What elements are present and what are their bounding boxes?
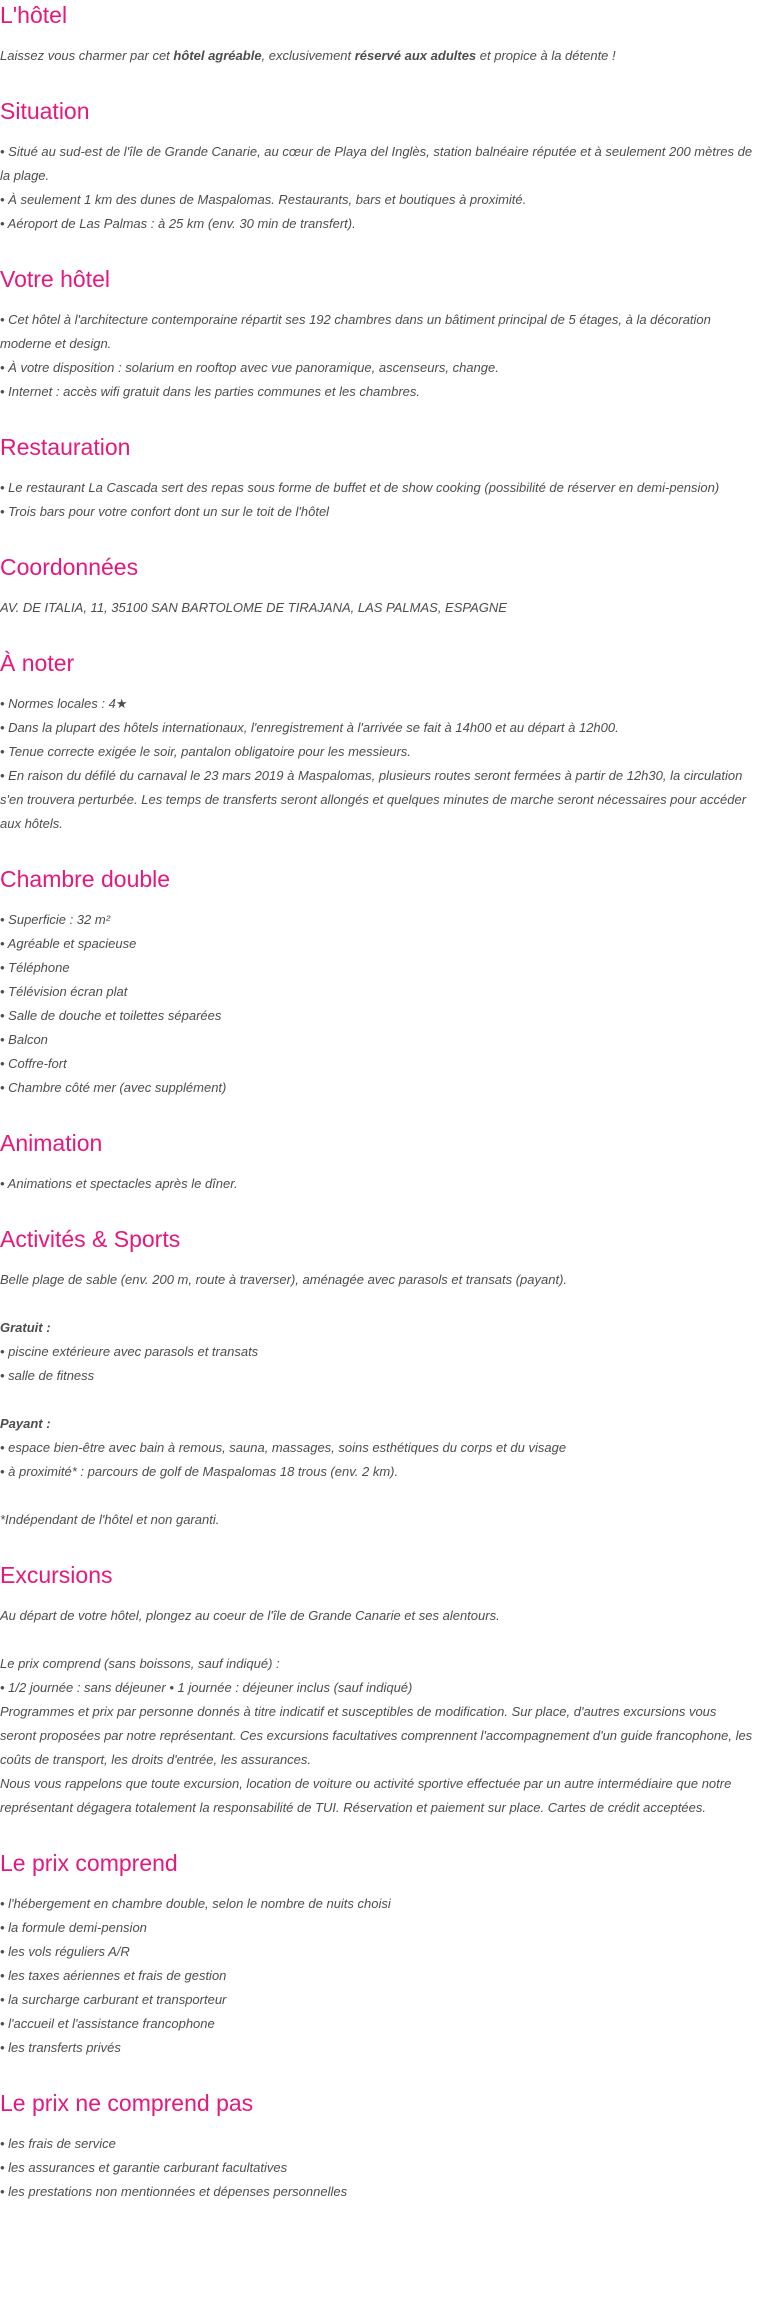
excursions-body (0, 1604, 758, 1820)
list-item: • espace bien-être avec bain à remous, sauna, massages, soins esthétiques du corps et du visage (0, 1440, 567, 1455)
section-hotel (0, 0, 758, 68)
section-title-coordonnees: Coordonnées (0, 554, 139, 580)
spacer (0, 1484, 756, 1508)
excursions-intro: Au départ de votre hôtel, plongez au coeur de l'île de Grande Canarie et ses alentours. (0, 1608, 500, 1623)
section-title-situation: Situation (0, 98, 90, 124)
prix-comprend-body (0, 1892, 758, 2060)
list-item: • Animations et spectacles après le dîner. (0, 1176, 238, 1191)
list-item: • les frais de service (0, 2136, 116, 2151)
chambre-body (0, 908, 758, 1100)
list-item: • À seulement 1 km des dunes de Maspalomas. Restaurants, bars et boutiques à proximité. (0, 192, 527, 207)
list-item: • Salle de douche et toilettes séparées (0, 1008, 222, 1023)
section-title-activites: Activités & Sports (0, 1226, 181, 1252)
list-item: • Situé au sud-est de l'île de Grande Canarie, au cœur de Playa del Inglès, station balnéaire réputée et à seulement 200 mètres de la plage. (0, 144, 753, 183)
list-item: • les taxes aériennes et frais de gestion (0, 1968, 227, 1983)
list-item: • les assurances et garantie carburant facultatives (0, 2160, 288, 2175)
section-situation (0, 96, 758, 236)
list-item: • Aéroport de Las Palmas : à 25 km (env. 30 min de transfert). (0, 216, 356, 231)
list-item: • Superficie : 32 m² (0, 912, 111, 927)
activites-body (0, 1268, 758, 1532)
list-item: • À votre disposition : solarium en rooftop avec vue panoramique, ascenseurs, change. (0, 360, 499, 375)
list-item: • Coffre-fort (0, 1056, 67, 1071)
payant-label: Payant : (0, 1416, 51, 1431)
spacer (0, 1628, 756, 1652)
list-item: • la formule demi-pension (0, 1920, 147, 1935)
list-item: • Internet : accès wifi gratuit dans les parties communes et les chambres. (0, 384, 421, 399)
section-title-restauration: Restauration (0, 434, 131, 460)
coordonnees-body (0, 596, 758, 620)
list-item: • Balcon (0, 1032, 48, 1047)
list-item: • piscine extérieure avec parasols et transats (0, 1344, 259, 1359)
section-title-votre-hotel: Votre hôtel (0, 266, 110, 292)
hotel-intro-line (0, 44, 756, 68)
list-item: Programmes et prix par personne donnés à titre indicatif et susceptibles de modification. Sur place, d'autres excursions vous seront proposées par notre représentant. Ces excursions facultatives comprennent l'accompagnement d'un guide francophone, les coûts de transport, les droits d'entrée, les assurances. (0, 1704, 753, 1767)
intro-bold: hôtel agréable (173, 48, 262, 63)
section-prix-ne-comprend (0, 2088, 758, 2204)
hotel-intro (0, 44, 758, 68)
votre-hotel-body (0, 308, 758, 404)
section-chambre (0, 864, 758, 1100)
section-animation (0, 1128, 758, 1196)
section-restauration (0, 432, 758, 524)
situation-body (0, 140, 758, 236)
section-activites (0, 1224, 758, 1532)
list-item: • Télévision écran plat (0, 984, 128, 999)
section-title-a-noter: À noter (0, 650, 75, 676)
intro-text: et propice à la détente ! (476, 48, 616, 63)
section-title-prix-comprend: Le prix comprend (0, 1850, 178, 1876)
list-item: • Téléphone (0, 960, 70, 975)
intro-text: Laissez vous charmer par cet (0, 48, 174, 63)
section-coordonnees (0, 552, 758, 620)
section-a-noter (0, 648, 758, 836)
list-item: • Le restaurant La Cascada sert des repas sous forme de buffet et de show cooking (possibilité de réserver en demi-pension) (0, 480, 720, 495)
section-title-hotel: L'hôtel (0, 2, 68, 28)
spacer (0, 1292, 756, 1316)
restauration-body (0, 476, 758, 524)
gratuit-label: Gratuit : (0, 1320, 51, 1335)
footnote: *Indépendant de l'hôtel et non garanti. (0, 1512, 220, 1527)
section-title-excursions: Excursions (0, 1562, 113, 1588)
list-item: Le prix comprend (sans boissons, sauf indiqué) : (0, 1656, 280, 1671)
list-item: • les vols réguliers A/R (0, 1944, 130, 1959)
list-item: • Tenue correcte exigée le soir, pantalon obligatoire pour les messieurs. (0, 744, 411, 759)
list-item: • En raison du défilé du carnaval le 23 mars 2019 à Maspalomas, plusieurs routes seront fermées à partir de 12h30, la circulation s'en trouvera perturbée. Les temps de transferts seront allongés et quelques minutes de marche seront nécessaires pour accéder aux hôtels. (0, 768, 747, 831)
spacer (0, 1388, 756, 1412)
section-title-prix-ne-comprend: Le prix ne comprend pas (0, 2090, 254, 2116)
list-item: • à proximité* : parcours de golf de Maspalomas 18 trous (env. 2 km). (0, 1464, 399, 1479)
list-item: • la surcharge carburant et transporteur (0, 1992, 227, 2007)
list-item: • les transferts privés (0, 2040, 121, 2055)
animation-body (0, 1172, 758, 1196)
activites-intro: Belle plage de sable (env. 200 m, route à traverser), aménagée avec parasols et transats (payant). (0, 1272, 568, 1287)
list-item: • Chambre côté mer (avec supplément) (0, 1080, 227, 1095)
a-noter-body (0, 692, 758, 836)
list-item: • les prestations non mentionnées et dépenses personnelles (0, 2184, 348, 2199)
section-votre-hotel (0, 264, 758, 404)
list-item: Nous vous rappelons que toute excursion, location de voiture ou activité sportive effectuée par un autre intermédiaire que notre représentant dégagera totalement la responsabilité de TUI. Réservation et paiement sur place. Cartes de crédit acceptées. (0, 1776, 732, 1815)
list-item: • Trois bars pour votre confort dont un sur le toit de l'hôtel (0, 504, 330, 519)
section-excursions (0, 1560, 758, 1820)
address: AV. DE ITALIA, 11, 35100 SAN BARTOLOME DE TIRAJANA, LAS PALMAS, ESPAGNE (0, 600, 507, 615)
intro-text: , exclusivement (261, 48, 355, 63)
section-prix-comprend (0, 1848, 758, 2060)
section-title-animation: Animation (0, 1130, 103, 1156)
section-title-chambre: Chambre double (0, 866, 171, 892)
intro-bold: réservé aux adultes (354, 48, 477, 63)
list-item: • Agréable et spacieuse (0, 936, 137, 951)
list-item: • l'accueil et l'assistance francophone (0, 2016, 215, 2031)
prix-ne-comprend-body (0, 2132, 758, 2204)
list-item: • l'hébergement en chambre double, selon le nombre de nuits choisi (0, 1896, 391, 1911)
list-item: • Normes locales : 4★ (0, 696, 128, 711)
list-item: • 1/2 journée : sans déjeuner • 1 journée : déjeuner inclus (sauf indiqué) (0, 1680, 413, 1695)
list-item: • Dans la plupart des hôtels internationaux, l'enregistrement à l'arrivée se fait à 14h00 et au départ à 12h00. (0, 720, 619, 735)
list-item: • Cet hôtel à l'architecture contemporaine répartit ses 192 chambres dans un bâtiment principal de 5 étages, à la décoration moderne et design. (0, 312, 711, 351)
list-item: • salle de fitness (0, 1368, 95, 1383)
